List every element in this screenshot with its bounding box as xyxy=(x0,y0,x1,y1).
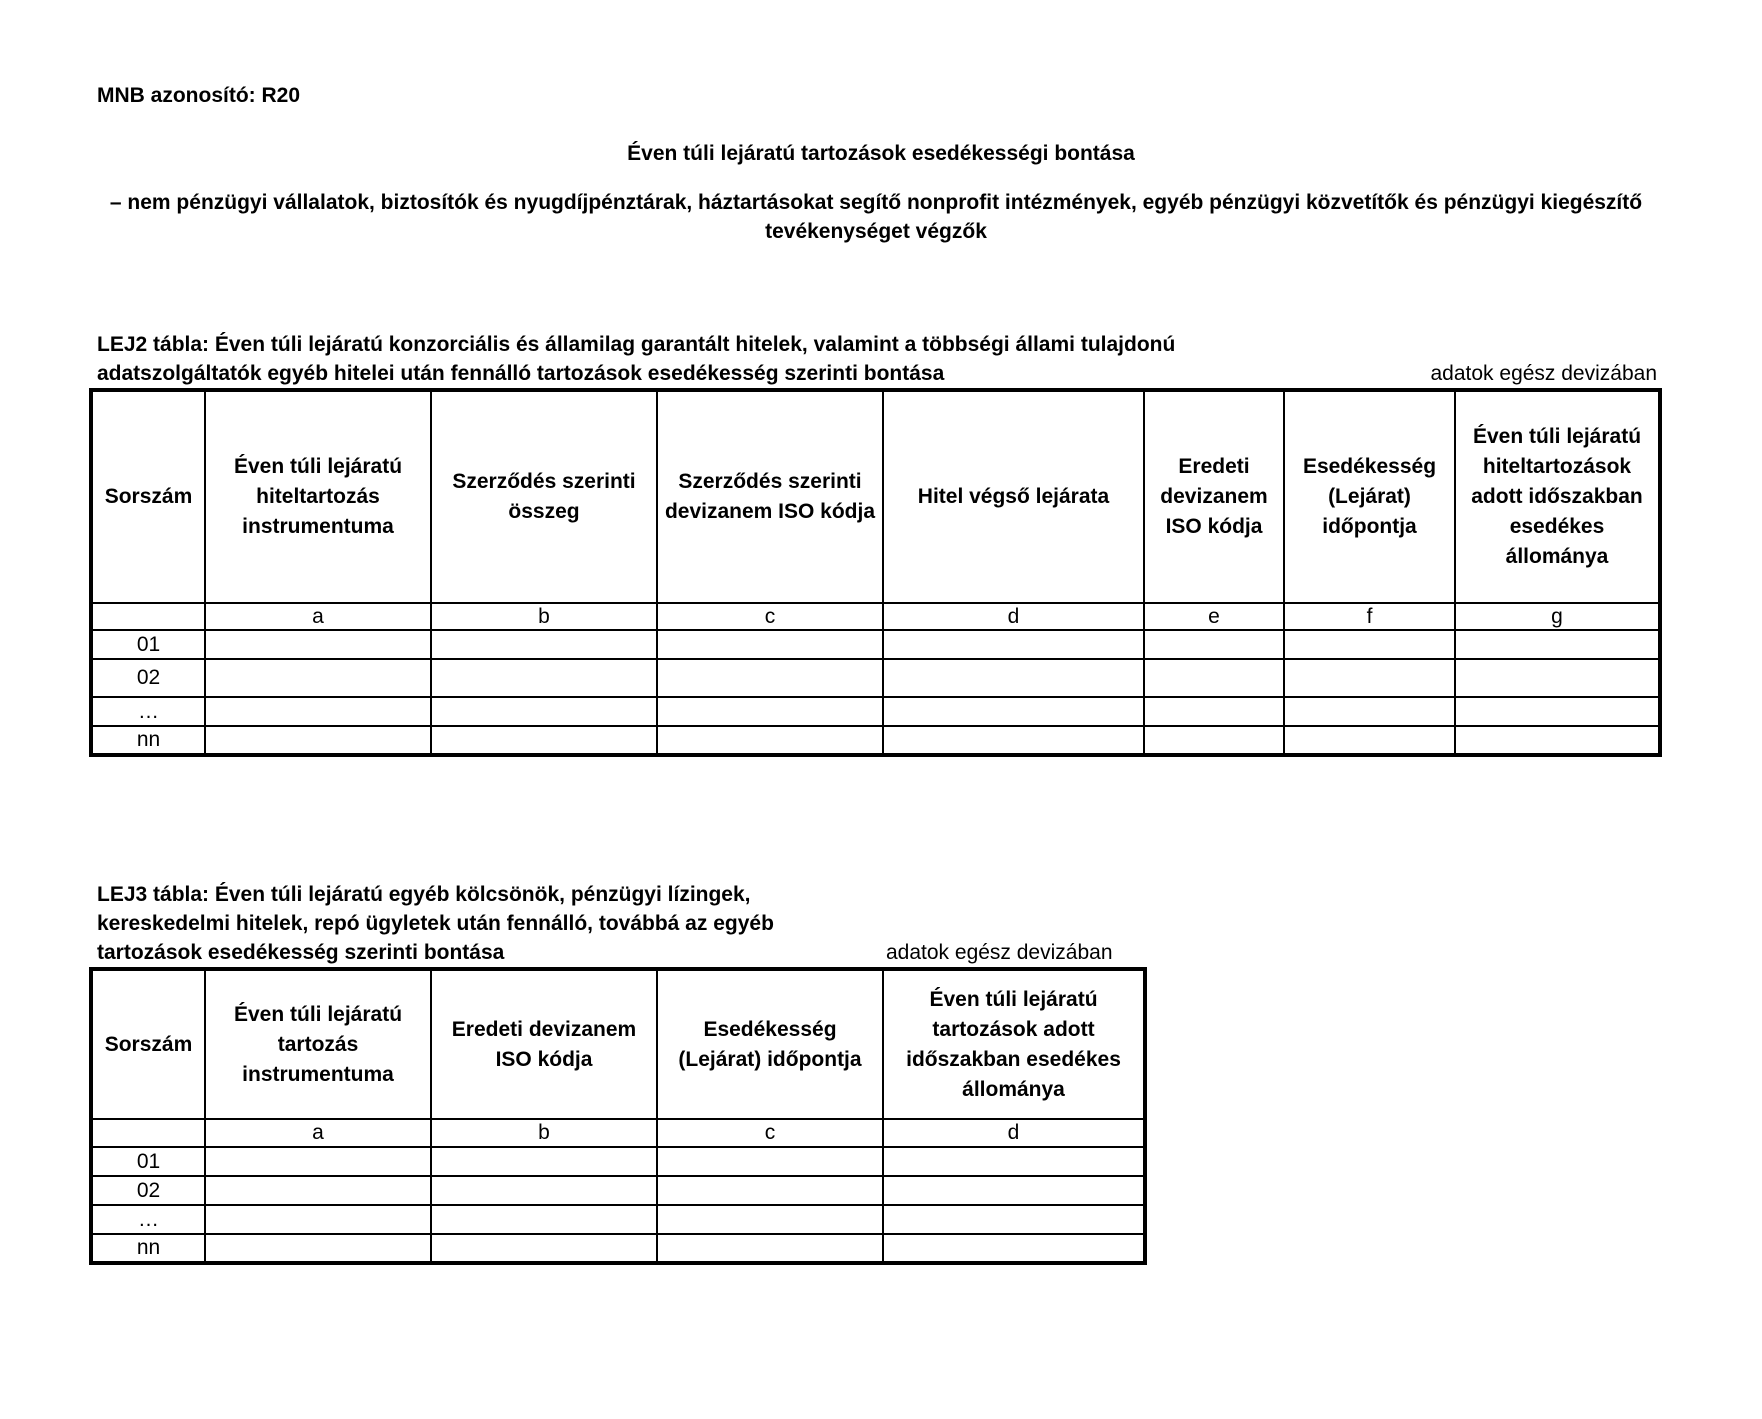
lej2-data-cell[interactable] xyxy=(883,726,1144,755)
lej2-data-cell[interactable] xyxy=(1284,630,1455,659)
table-row xyxy=(91,1205,1145,1234)
document-subtitle: – nem pénzügyi vállalatok, biztosítók és nyugdíjpénztárak, háztartásokat segítő nonprofit intézmények, egyéb pénzügyi közvetítők és pénzügyi kiegészítő tevékenységet végzők xyxy=(109,191,1643,243)
lej2-data-cell[interactable] xyxy=(883,630,1144,659)
table-row xyxy=(91,1147,1145,1176)
lej3-data-cell[interactable] xyxy=(205,1234,431,1263)
lej2-data-cell[interactable] xyxy=(1144,630,1284,659)
lej3-letter-cell: c xyxy=(657,1119,883,1147)
lej2-letter-row xyxy=(91,603,1660,630)
lej3-header-cell: Éven túli lejáratú tartozás instrumentuma xyxy=(205,969,431,1119)
lej3-caption-line1: LEJ3 tábla: Éven túli lejáratú egyéb kölcsönök, pénzügyi lízingek, xyxy=(97,883,751,906)
lej3-table xyxy=(89,967,1147,1265)
lej2-data-cell[interactable] xyxy=(205,659,431,697)
lej2-data-cell[interactable] xyxy=(1284,726,1455,755)
lej2-row-number: 02 xyxy=(91,659,205,697)
lej2-letter-cell: e xyxy=(1144,603,1284,630)
lej2-header-cell: Éven túli lejáratú hiteltartozás instrumentuma xyxy=(205,390,431,603)
lej2-header-cell: Szerződés szerinti összeg xyxy=(431,390,657,603)
lej2-data-cell[interactable] xyxy=(431,726,657,755)
lej3-letter-cell: d xyxy=(883,1119,1145,1147)
lej3-data-cell[interactable] xyxy=(883,1147,1145,1176)
lej3-row-number: … xyxy=(91,1205,205,1234)
lej2-data-cell[interactable] xyxy=(1284,659,1455,697)
lej2-row-number: … xyxy=(91,697,205,726)
lej2-data-cell[interactable] xyxy=(883,697,1144,726)
lej2-data-cell[interactable] xyxy=(1455,630,1660,659)
lej3-data-cell[interactable] xyxy=(883,1234,1145,1263)
lej3-unit-note: adatok egész devizában xyxy=(886,941,1113,964)
lej2-data-cell[interactable] xyxy=(431,630,657,659)
lej3-data-cell[interactable] xyxy=(657,1205,883,1234)
lej2-letter-cell: c xyxy=(657,603,883,630)
lej2-header-row xyxy=(91,390,1660,603)
lej2-table xyxy=(89,388,1662,757)
lej3-data-cell[interactable] xyxy=(657,1234,883,1263)
lej2-data-cell[interactable] xyxy=(657,726,883,755)
table-row xyxy=(91,697,1660,726)
mnb-identifier: MNB azonosító: R20 xyxy=(97,84,301,107)
lej3-data-cell[interactable] xyxy=(205,1147,431,1176)
lej3-data-cell[interactable] xyxy=(205,1176,431,1205)
lej3-letter-cell: b xyxy=(431,1119,657,1147)
lej3-header-cell: Esedékesség (Lejárat) időpontja xyxy=(657,969,883,1119)
lej3-data-cell[interactable] xyxy=(431,1147,657,1176)
lej3-data-cell[interactable] xyxy=(657,1176,883,1205)
lej3-data-cell[interactable] xyxy=(431,1205,657,1234)
lej2-header-cell: Éven túli lejáratú hiteltartozások adott időszakban esedékes állománya xyxy=(1455,390,1660,603)
lej3-letter-cell: a xyxy=(205,1119,431,1147)
lej2-data-cell[interactable] xyxy=(431,697,657,726)
lej2-data-cell[interactable] xyxy=(1144,697,1284,726)
lej3-caption-line2: kereskedelmi hitelek, repó ügyletek után fennálló, továbbá az egyéb xyxy=(97,912,774,935)
lej2-data-cell[interactable] xyxy=(431,659,657,697)
lej3-row-number: nn xyxy=(91,1234,205,1263)
lej2-unit-note: adatok egész devizában xyxy=(1430,362,1657,385)
lej2-row-number: nn xyxy=(91,726,205,755)
lej3-header-cell: Sorszám xyxy=(91,969,205,1119)
lej3-data-cell[interactable] xyxy=(883,1176,1145,1205)
lej3-data-cell[interactable] xyxy=(431,1234,657,1263)
lej2-data-cell[interactable] xyxy=(205,697,431,726)
lej2-header-cell: Sorszám xyxy=(91,390,205,603)
table-row xyxy=(91,726,1660,755)
lej2-header-cell: Esedékesség (Lejárat) időpontja xyxy=(1284,390,1455,603)
lej3-header-cell: Eredeti devizanem ISO kódja xyxy=(431,969,657,1119)
lej3-header-row xyxy=(91,969,1145,1119)
lej2-data-cell[interactable] xyxy=(205,726,431,755)
lej2-data-cell[interactable] xyxy=(657,630,883,659)
lej2-data-cell[interactable] xyxy=(657,697,883,726)
lej2-letter-cell: b xyxy=(431,603,657,630)
lej2-header-cell: Szerződés szerinti devizanem ISO kódja xyxy=(657,390,883,603)
lej2-letter-cell: f xyxy=(1284,603,1455,630)
lej2-data-cell[interactable] xyxy=(1144,659,1284,697)
lej2-letter-cell: a xyxy=(205,603,431,630)
lej2-data-cell[interactable] xyxy=(205,630,431,659)
lej2-letter-cell: g xyxy=(1455,603,1660,630)
lej2-letter-cell xyxy=(91,603,205,630)
lej3-data-cell[interactable] xyxy=(883,1205,1145,1234)
lej3-letter-cell xyxy=(91,1119,205,1147)
lej3-caption-line3: tartozások esedékesség szerinti bontása xyxy=(97,941,505,964)
lej3-row-number: 01 xyxy=(91,1147,205,1176)
lej2-data-cell[interactable] xyxy=(1455,659,1660,697)
lej2-header-cell: Eredeti devizanem ISO kódja xyxy=(1144,390,1284,603)
lej2-letter-cell: d xyxy=(883,603,1144,630)
table-row xyxy=(91,630,1660,659)
lej3-data-cell[interactable] xyxy=(657,1147,883,1176)
table-row xyxy=(91,659,1660,697)
table-row xyxy=(91,1234,1145,1263)
lej2-header-cell: Hitel végső lejárata xyxy=(883,390,1144,603)
document-title: Éven túli lejáratú tartozások esedékességi bontása xyxy=(627,142,1135,165)
lej2-row-number: 01 xyxy=(91,630,205,659)
lej2-caption-line1: LEJ2 tábla: Éven túli lejáratú konzorciális és államilag garantált hitelek, valamint a többségi állami tulajdonú xyxy=(97,333,1176,356)
lej2-data-cell[interactable] xyxy=(1455,726,1660,755)
lej3-letter-row xyxy=(91,1119,1145,1147)
lej3-data-cell[interactable] xyxy=(205,1205,431,1234)
table-row xyxy=(91,1176,1145,1205)
lej2-data-cell[interactable] xyxy=(1144,726,1284,755)
lej3-header-cell: Éven túli lejáratú tartozások adott időszakban esedékes állománya xyxy=(883,969,1145,1119)
lej2-data-cell[interactable] xyxy=(883,659,1144,697)
lej3-row-number: 02 xyxy=(91,1176,205,1205)
lej2-caption-line2: adatszolgáltatók egyéb hitelei után fennálló tartozások esedékesség szerinti bontása xyxy=(97,362,945,385)
lej2-data-cell[interactable] xyxy=(657,659,883,697)
lej2-data-cell[interactable] xyxy=(1455,697,1660,726)
lej3-data-cell[interactable] xyxy=(431,1176,657,1205)
lej2-data-cell[interactable] xyxy=(1284,697,1455,726)
